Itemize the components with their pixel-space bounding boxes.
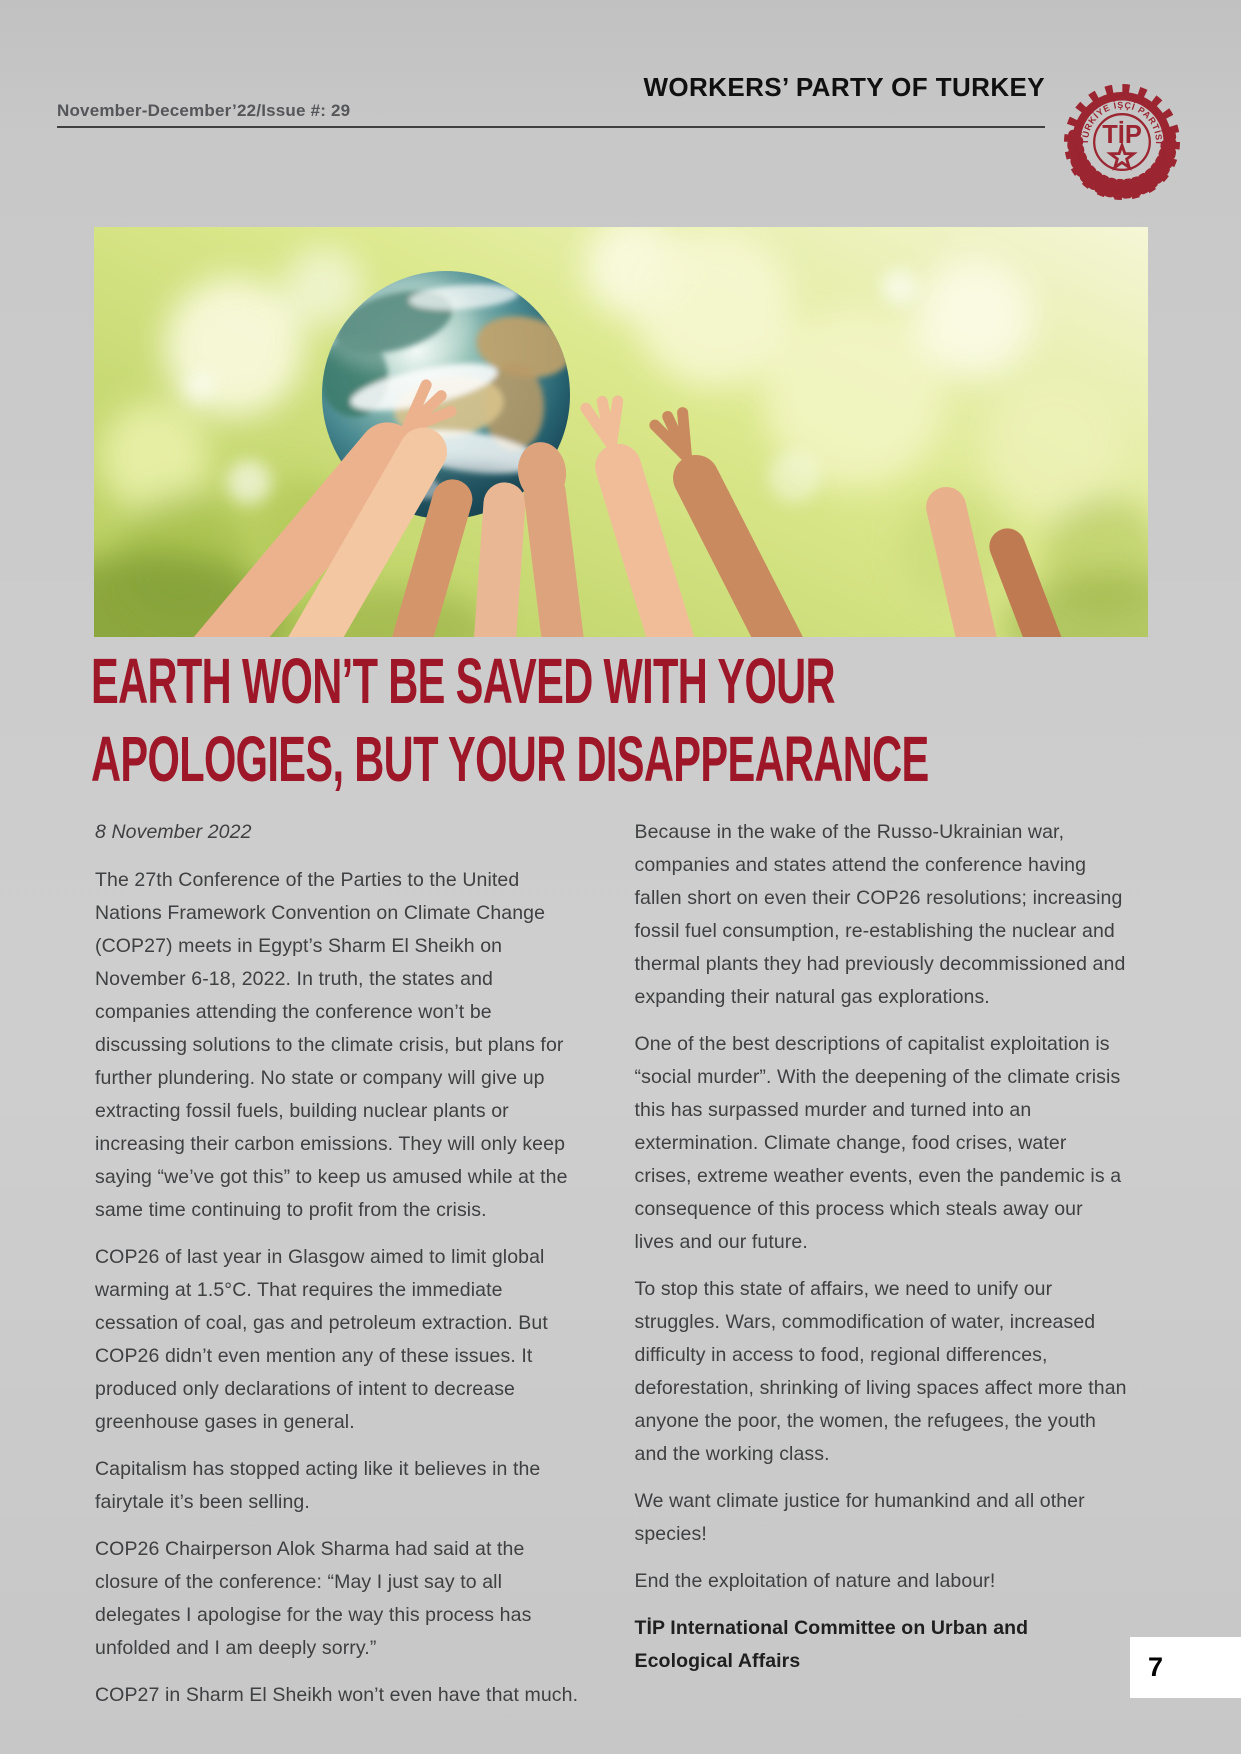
- article-paragraph: COP26 Chairperson Alok Sharma had said at the closure of the conference: “May I just say to all delegates I apologise for the way this process has unfolded and I am deeply sorry.”: [95, 1538, 532, 1659]
- article-paragraph: We want climate justice for humankind and all other species!: [634, 1490, 1085, 1545]
- article-paragraph: TİP International Committee on Urban and Ecological Affairs: [634, 1617, 1029, 1672]
- article-paragraph: End the exploitation of nature and labour!: [634, 1570, 996, 1592]
- logo-acronym: TİP: [1102, 120, 1142, 149]
- page-number-box: [1130, 1637, 1241, 1698]
- article-paragraph: Because in the wake of the Russo-Ukrainian war, companies and states attend the conference having fallen short on even their COP26 resolutions; increasing fossil fuel consumption, re-establishing the nuclear and thermal plants they had previously decommissioned and expanding their natural gas explorations.: [634, 821, 1126, 1008]
- hero-illustration: [94, 227, 1148, 637]
- tip-party-logo: [1056, 76, 1188, 208]
- article-dateline: 8 November 2022: [95, 821, 252, 843]
- article-paragraph: COP26 of last year in Glasgow aimed to limit global warming at 1.5°C. That requires the immediate cessation of coal, gas and petroleum extraction. But COP26 didn’t even mention any of these issues. It produced only declarations of intent to decrease greenhouse gases in general.: [95, 1246, 548, 1433]
- article-paragraph: One of the best descriptions of capitalist exploitation is “social murder”. With the deepening of the climate crisis this has surpassed murder and turned into an extermination. Climate change, food crises, water crises, extreme weather events, even the pandemic is a consequence of this process which steals away our lives and our future.: [634, 1033, 1122, 1253]
- article-paragraph: Capitalism has stopped acting like it believes in the fairytale it’s been selling.: [95, 1458, 541, 1513]
- article-column-right: [635, 816, 1128, 1726]
- article-paragraph: COP27 in Sharm El Sheikh won’t even have that much.: [95, 1684, 579, 1706]
- tip-logo-svg: [1056, 76, 1188, 208]
- issue-label: November-December’22/Issue #: 29: [57, 101, 351, 120]
- page-number: 7: [1148, 1652, 1164, 1682]
- logo-curved-text: TÜRKİYE İŞÇİ PARTİSİ: [1080, 99, 1165, 145]
- header-rule: [57, 126, 1045, 128]
- article-paragraph: The 27th Conference of the Parties to the United Nations Framework Convention on Climate Change (COP27) meets in Egypt’s Sharm El Sheikh on November 6-18, 2022. In truth, the states and companies attending the conference won’t be discussing solutions to the climate crisis, but plans for further plundering. No state or company will give up extracting fossil fuels, building nuclear plants or increasing their carbon emissions. They will only keep saying “we’ve got this” to keep us amused while at the same time continuing to profit from the crisis.: [95, 869, 568, 1221]
- masthead-title: WORKERS’ PARTY OF TURKEY: [643, 72, 1045, 102]
- article-body: [95, 816, 1127, 1726]
- article-paragraph: To stop this state of affairs, we need to unify our struggles. Wars, commodification of water, increased difficulty in access to food, regional differences, deforestation, shrinking of living spaces affect more than anyone the poor, the women, the refugees, the youth and the working class.: [634, 1278, 1127, 1465]
- headline-line-2: APOLOGIES, BUT YOUR DISAPPEARANCE: [91, 723, 929, 795]
- hero-photo-hands-holding-earth: [94, 227, 1148, 637]
- article-column-left: [95, 816, 588, 1726]
- article-headline: [91, 642, 1191, 798]
- headline-line-1: EARTH WON’T BE SAVED WITH YOUR: [91, 645, 835, 717]
